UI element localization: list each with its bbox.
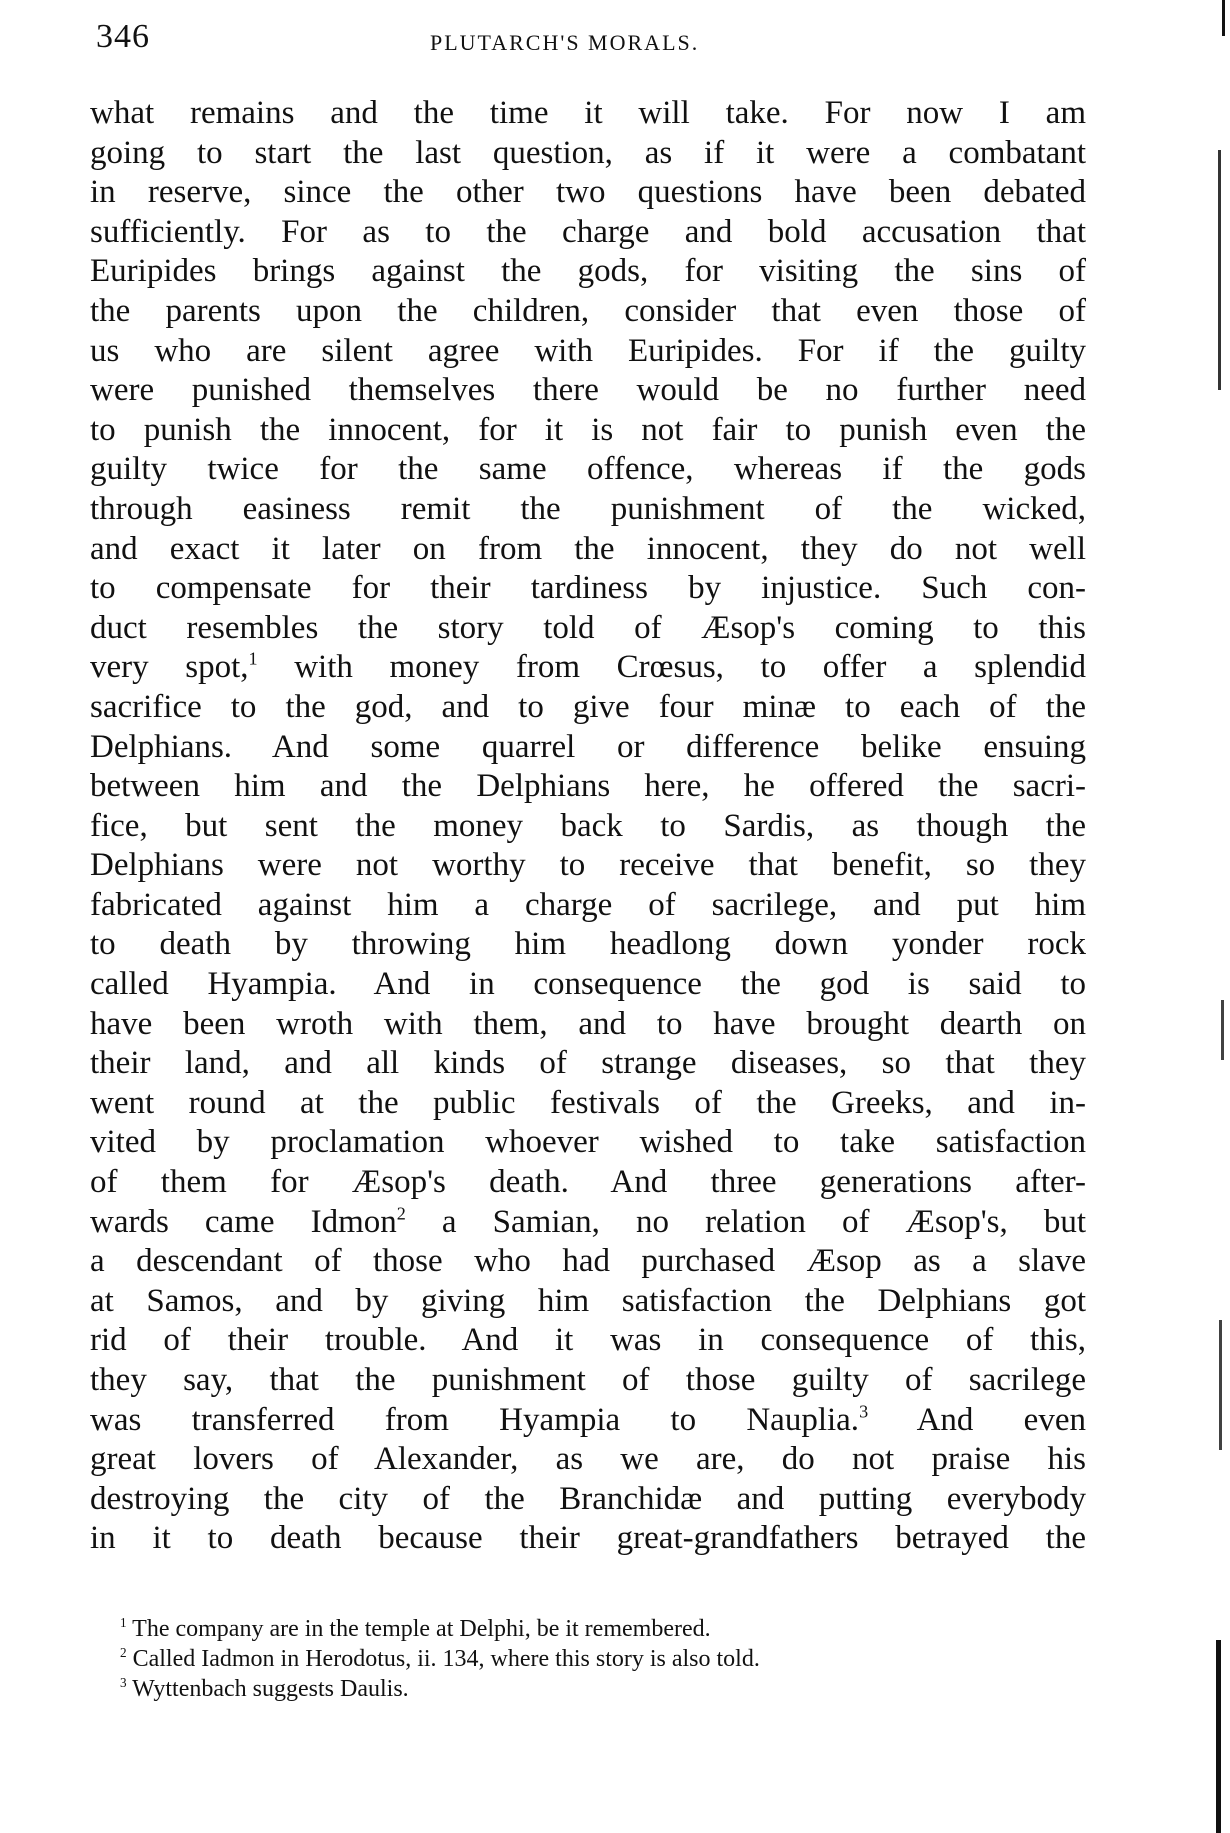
text-line: Delphians. And some quarrel or difference belike ensuing: [90, 728, 1086, 765]
scan-edge-mark: [1219, 1320, 1222, 1450]
text-line: called Hyampia. And in consequence the god is said to: [90, 966, 1086, 1003]
text-line: vited by proclamation whoever wished to take satisfaction: [90, 1124, 1086, 1161]
footnote: [120, 1674, 1080, 1704]
footnote-text: Wyttenbach suggests Daulis.: [132, 1676, 409, 1702]
footnotes: [120, 1614, 1080, 1704]
text-line: to punish the innocent, for it is not fair to punish even the: [90, 411, 1086, 448]
text-line: us who are silent agree with Euripides. For if the guilty: [90, 332, 1086, 369]
text-line: rid of their trouble. And it was in consequence of this,: [90, 1322, 1086, 1359]
text-line: guilty twice for the same offence, whereas if the gods: [90, 451, 1086, 488]
text-fragment: And even: [868, 1401, 1086, 1438]
text-line: duct resembles the story told of Æsop's coming to this: [90, 609, 1086, 646]
text-line: sacrifice to the god, and to give four minæ to each of the: [90, 688, 1086, 725]
text-line: their land, and all kinds of strange diseases, so that they: [90, 1045, 1086, 1082]
page-header: [90, 14, 1080, 64]
text-line: [90, 648, 1086, 688]
body-text: [90, 94, 1086, 1559]
text-line: between him and the Delphians here, he offered the sacri-: [90, 768, 1086, 805]
footnote: [120, 1644, 1080, 1674]
text-line: Euripides brings against the gods, for visiting the sins of: [90, 253, 1086, 290]
scan-edge-mark: [1221, 1000, 1224, 1060]
text-line: sufficiently. For as to the charge and bold accusation that: [90, 213, 1086, 250]
text-line: in reserve, since the other two questions have been debated: [90, 174, 1086, 211]
text-line: at Samos, and by giving him satisfaction the Delphians got: [90, 1282, 1086, 1319]
text-line: and exact it later on from the innocent, they do not well: [90, 530, 1086, 567]
text-line: to compensate for their tardiness by injustice. Such con-: [90, 570, 1086, 607]
text-fragment: wards came Idmon: [90, 1203, 397, 1240]
text-line: a descendant of those who had purchased Æsop as a slave: [90, 1243, 1086, 1280]
footnote-ref: 1: [248, 648, 258, 669]
text-line: [90, 1203, 1086, 1243]
text-line: the parents upon the children, consider that even those of: [90, 292, 1086, 329]
text-line: destroying the city of the Branchidæ and putting everybody: [90, 1480, 1086, 1517]
text-line: fabricated against him a charge of sacrilege, and put him: [90, 886, 1086, 923]
scan-edge-mark: [1216, 1640, 1221, 1833]
text-line: of them for Æsop's death. And three generations after-: [90, 1164, 1086, 1201]
text-line: going to start the last question, as if it were a combatant: [90, 134, 1086, 171]
text-line: fice, but sent the money back to Sardis, as though the: [90, 807, 1086, 844]
page-number: 346: [96, 18, 150, 55]
footnote-text: Called Iadmon in Herodotus, ii. 134, where this story is also told.: [132, 1646, 760, 1672]
footnote-mark: 2: [120, 1644, 127, 1660]
text-line: [90, 1401, 1086, 1441]
text-fragment: very spot,: [90, 649, 249, 686]
footnote-ref: 3: [859, 1400, 869, 1421]
footnote-ref: 2: [396, 1202, 406, 1223]
text-line: through easiness remit the punishment of the wicked,: [90, 490, 1086, 527]
text-line: great lovers of Alexander, as we are, do not praise his: [90, 1441, 1086, 1478]
scan-edge-mark: [1222, 0, 1225, 36]
text-line: Delphians were not worthy to receive that benefit, so they: [90, 847, 1086, 884]
text-line: they say, that the punishment of those guilty of sacrilege: [90, 1362, 1086, 1398]
running-head: PLUTARCH'S MORALS.: [430, 30, 700, 55]
text-fragment: was transferred from Hyampia to Nauplia.: [90, 1401, 860, 1438]
text-line: to death by throwing him headlong down yonder rock: [90, 926, 1086, 963]
text-fragment: with money from Crœsus, to offer a splendid: [257, 649, 1086, 686]
text-line: have been wroth with them, and to have brought dearth on: [90, 1005, 1086, 1042]
footnote-mark: 3: [120, 1674, 127, 1690]
text-line: went round at the public festivals of the Greeks, and in-: [90, 1084, 1086, 1121]
text-line: were punished themselves there would be no further need: [90, 372, 1086, 409]
footnote-mark: 1: [120, 1614, 127, 1630]
text-line: what remains and the time it will take. For now I am: [90, 95, 1086, 131]
text-line: in it to death because their great-grandfathers betrayed the: [90, 1520, 1086, 1557]
footnote-text: The company are in the temple at Delphi, be it remembered.: [132, 1616, 711, 1642]
footnote: [120, 1614, 1080, 1644]
text-fragment: a Samian, no relation of Æsop's, but: [405, 1203, 1087, 1240]
scan-edge-mark: [1218, 150, 1221, 390]
